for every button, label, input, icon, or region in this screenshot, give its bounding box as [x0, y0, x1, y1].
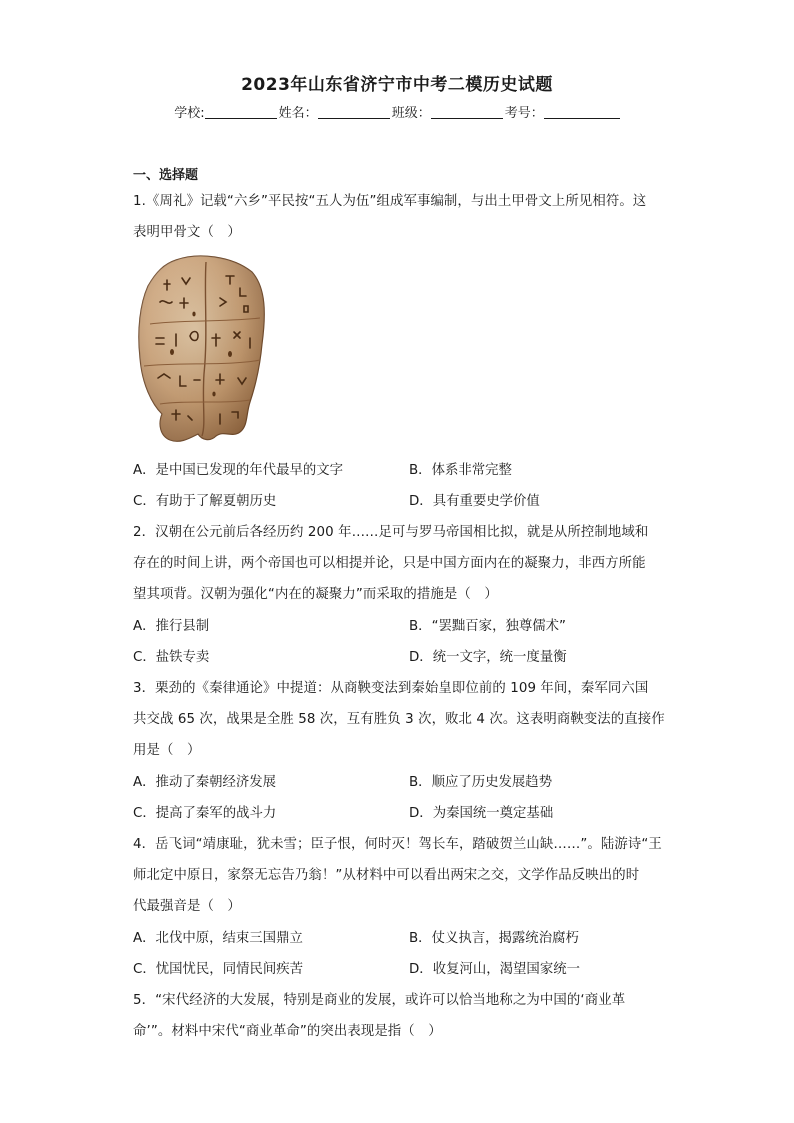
student-info-line	[0, 102, 794, 121]
page-title: 2023年山东省济宁市中考二模历史试题	[241, 75, 553, 95]
option-a: A．是中国已发现的年代最早的文字	[133, 463, 344, 478]
option-c: C．有助于了解夏朝历史	[133, 494, 277, 509]
option-b: B．“罢黜百家，独尊儒术”	[409, 619, 566, 634]
question-line: 2．汉朝在公元前后各经历约 200 年……足可与罗马帝国相比拟，就是从所控制地域和	[133, 525, 649, 540]
question-line: 5．“宋代经济的大发展，特别是商业的发展，或许可以恰当地称之为中国的‘商业革	[133, 993, 626, 1008]
option-b: B．顺应了历史发展趋势	[409, 775, 553, 790]
question-line: 3．栗劲的《秦律通论》中提道：从商鞅变法到秦始皇即位前的 109 年间，秦军同六国	[133, 681, 649, 696]
question-line: 共交战 65 次，战果是全胜 58 次，互有胜负 3 次，败北 4 次。这表明商鞅变法的直接作	[133, 712, 665, 727]
question-line: 用是（ ）	[133, 743, 201, 758]
class-blank	[431, 106, 503, 119]
question-line: 表明甲骨文（ ）	[133, 225, 241, 240]
question-4-text	[133, 829, 665, 922]
option-c: C．盐铁专卖	[133, 650, 210, 665]
school-blank	[205, 106, 277, 119]
option-b: B．仗义执言，揭露统治腐朽	[409, 931, 579, 946]
question-line: 存在的时间上讲，两个帝国也可以相提并论，只是中国方面内在的凝聚力，非西方所能	[133, 556, 646, 571]
question-line: 1.《周礼》记载“六乡”平民按“五人为伍”组成军事编制，与出土甲骨文上所见相符。这	[133, 194, 647, 209]
option-a: A．北伐中原，结束三国鼎立	[133, 931, 303, 946]
question-2-text	[133, 517, 665, 610]
option-c: C．忧国忧民，同情民间疾苦	[133, 962, 304, 977]
option-c: C．提高了秦军的战斗力	[133, 806, 277, 821]
name-label: 姓名：	[278, 106, 318, 121]
option-a: A．推行县制	[133, 619, 210, 634]
oracle-bone-image	[136, 254, 268, 448]
name-blank	[318, 106, 390, 119]
question-line: 望其项背。汉朝为强化“内在的凝聚力”而采取的措施是（ ）	[133, 587, 498, 602]
question-5-text	[133, 985, 665, 1047]
section-heading: 一、选择题	[133, 168, 199, 183]
option-d: D．为秦国统一奠定基础	[409, 806, 554, 821]
school-label: 学校:	[174, 106, 205, 121]
option-d: D．统一文字，统一度量衡	[409, 650, 567, 665]
class-label: 班级：	[391, 106, 431, 121]
option-b: B．体系非常完整	[409, 463, 512, 478]
option-d: D．收复河山，渴望国家统一	[409, 962, 580, 977]
question-3-text	[133, 673, 665, 766]
option-d: D．具有重要史学价值	[409, 494, 540, 509]
exam-number-label: 考号：	[504, 106, 544, 121]
question-1-text	[133, 186, 665, 248]
exam-number-blank	[544, 106, 620, 119]
question-line: 代最强音是（ ）	[133, 899, 241, 914]
question-line: 命’”。材料中宋代“商业革命”的突出表现是指（ ）	[133, 1024, 442, 1039]
question-line: 师北定中原日，家祭无忘告乃翁！”从材料中可以看出两宋之交，文学作品反映出的时	[133, 868, 640, 883]
option-a: A．推动了秦朝经济发展	[133, 775, 277, 790]
question-line: 4．岳飞词“靖康耻，犹未雪；臣子恨，何时灭！驾长车，踏破贺兰山缺……”。陆游诗“王	[133, 837, 662, 852]
